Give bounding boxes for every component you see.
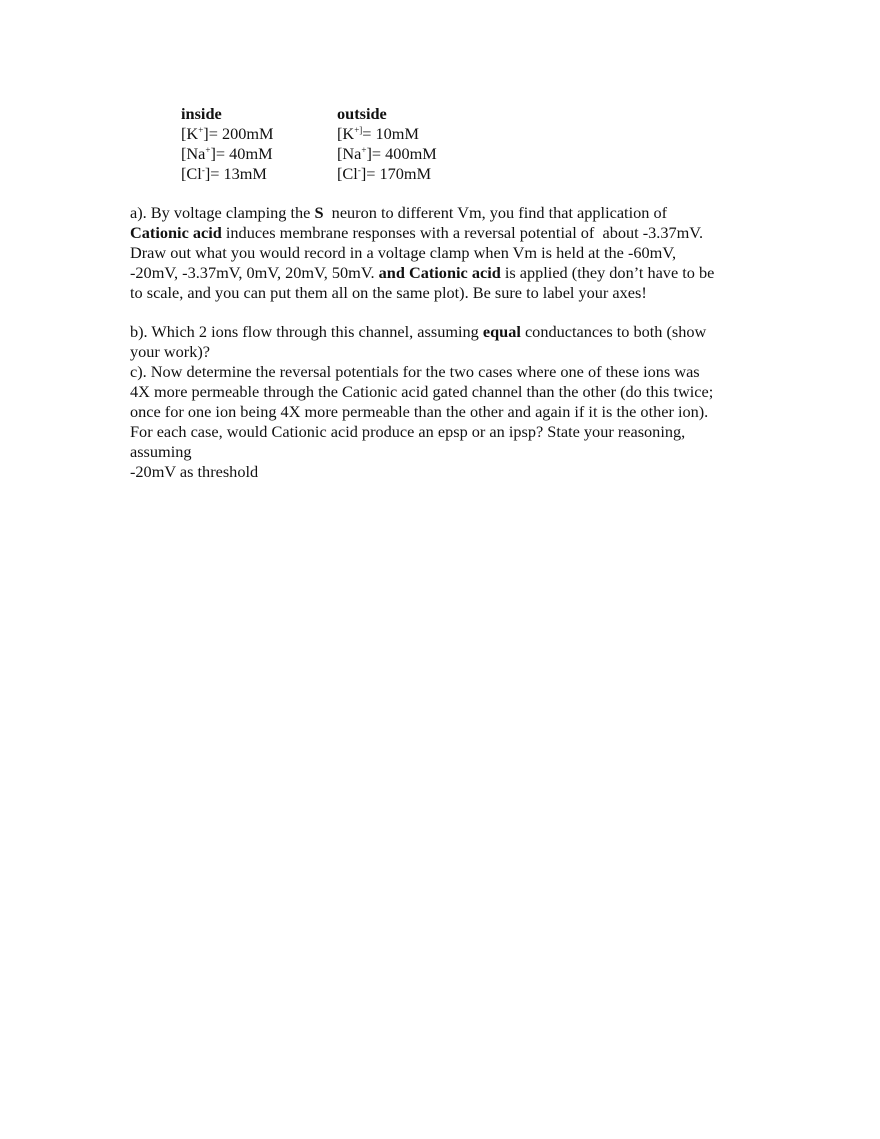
question-c-line-4: For each case, would Cationic acid produce an epsp or an ipsp? State your reasoning, xyxy=(130,422,686,441)
ion-concentration-table xyxy=(181,104,537,184)
question-a-line-5: to scale, and you can put them all on the same plot). Be sure to label your axes! xyxy=(130,283,647,302)
text-run: neuron to different Vm, you find that application of xyxy=(323,203,668,222)
inside-column xyxy=(181,104,337,184)
question-c-line-1: c). Now determine the reversal potentials for the two cases where one of these ions was xyxy=(130,362,700,381)
compound-name: Cationic acid xyxy=(130,223,222,242)
inside-na-row: [Na+]= 40mM xyxy=(181,144,273,163)
ion-charge: + xyxy=(205,145,211,155)
question-c-line-2: 4X more permeable through the Cationic acid gated channel than the other (do this twice; xyxy=(130,382,714,401)
outside-k-row: [K+]= 10mM xyxy=(337,124,419,143)
ion-charge: - xyxy=(201,165,205,175)
text-run: a). By voltage clamping the xyxy=(130,203,315,222)
outside-na-row: [Na+]= 400mM xyxy=(337,144,437,163)
emphasis-equal: equal xyxy=(482,322,521,341)
outside-cl-row: [Cl-]= 170mM xyxy=(337,164,432,183)
ion-value: = 13mM xyxy=(210,164,267,183)
text-run: induces membrane responses with a reversal potential of about -3.37mV. xyxy=(221,223,704,242)
ion-symbol: Na xyxy=(342,144,362,163)
compound-name: and Cationic acid xyxy=(378,263,501,282)
ion-charge: + xyxy=(361,145,367,155)
text-run: b). Which 2 ions flow through this channel, assuming xyxy=(130,322,483,341)
ion-value: = 170mM xyxy=(366,164,432,183)
outside-header: outside xyxy=(337,104,387,123)
ion-symbol: Na xyxy=(186,144,206,163)
inside-k-row: [K+]= 200mM xyxy=(181,124,274,143)
ion-value: = 400mM xyxy=(371,144,437,163)
ion-charge: +] xyxy=(354,125,363,135)
ion-value: = 40mM xyxy=(215,144,273,163)
ion-value: = 200mM xyxy=(208,124,274,143)
question-c-line-3: once for one ion being 4X more permeable than the other and again if it is the other ion). xyxy=(130,402,709,421)
question-c-line-5: assuming xyxy=(130,442,192,461)
question-bc-paragraph xyxy=(130,322,770,482)
question-a-line-4 xyxy=(130,263,770,283)
question-b-line-2: your work)? xyxy=(130,342,211,361)
ion-symbol: K xyxy=(342,124,355,143)
text-run: -20mV, -3.37mV, 0mV, 20mV, 50mV. xyxy=(130,263,379,282)
inside-header: inside xyxy=(181,104,222,123)
ion-charge: + xyxy=(198,125,204,135)
ion-symbol: Cl xyxy=(342,164,358,183)
text-run: is applied (they don’t have to be xyxy=(500,263,715,282)
ion-symbol: Cl xyxy=(186,164,202,183)
question-a-paragraph xyxy=(130,203,770,303)
ion-charge: - xyxy=(357,165,361,175)
question-b-line-1 xyxy=(130,322,770,342)
question-c-line-6: -20mV as threshold xyxy=(130,462,259,481)
text-run: conductances to both (show xyxy=(520,322,707,341)
question-a-line-2 xyxy=(130,223,770,243)
ion-value: = 10mM xyxy=(362,124,419,143)
question-a-line-3: Draw out what you would record in a voltage clamp when Vm is held at the -60mV, xyxy=(130,243,677,262)
inside-cl-row: [Cl-]= 13mM xyxy=(181,164,267,183)
question-a-line-1 xyxy=(130,203,770,223)
outside-column xyxy=(337,104,537,184)
ion-symbol: K xyxy=(186,124,199,143)
neuron-name: S xyxy=(314,203,324,222)
